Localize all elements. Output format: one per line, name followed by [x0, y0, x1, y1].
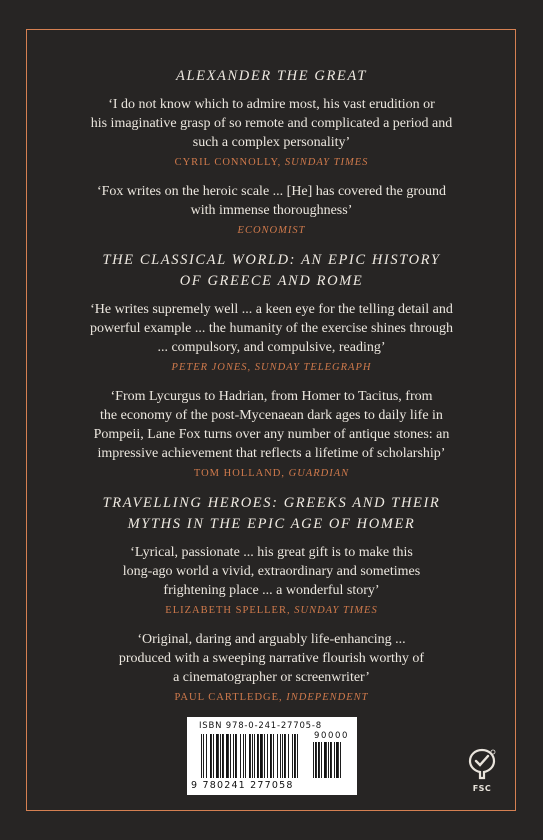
barcode-bar [277, 734, 278, 778]
barcode-bar [282, 734, 283, 778]
barcode-addon-digits: 90000 [314, 731, 350, 741]
isbn-barcode [187, 717, 357, 795]
fsc-label: FSC [472, 784, 492, 793]
barcode-bar [297, 734, 298, 778]
review-quote: ‘From Lycurgus to Hadrian, from Homer to Tacitus, from the economy of the post-Mycenaean dark ages to daily life in Pompeii, Lane Fox turns over any number of antique stones: an impressive achievement that reflects a lifetime of scholarship’ [93, 389, 450, 461]
barcode-bar [216, 734, 219, 778]
barcode-bar [280, 734, 281, 778]
barcode-bar [328, 742, 329, 778]
book-section-alexander [40, 66, 503, 238]
barcode-bar [315, 742, 317, 778]
review-author: ELIZABETH SPELLER, [165, 605, 295, 616]
barcode-bar [288, 734, 289, 778]
book-title: TRAVELLING HEROES: GREEKS AND THEIR MYTHS IN THE EPIC AGE OF HOMER [102, 495, 441, 532]
review-publication: PETER JONES, SUNDAY TELEGRAPH [171, 362, 372, 373]
review-quote: ‘Fox writes on the heroic scale ... [He] has covered the ground with immense thoroughness’ [96, 184, 447, 218]
review-publication: SUNDAY TIMES [294, 605, 378, 616]
barcode-bar [267, 734, 268, 778]
review-publication: GUARDIAN [288, 468, 350, 479]
barcode-bar [249, 734, 251, 778]
book-title: THE CLASSICAL WORLD: AN EPIC HISTORY OF GREECE AND ROME [102, 252, 441, 289]
barcode-bar [206, 734, 207, 778]
barcode-bar [252, 734, 253, 778]
barcode-digits: 9 780241 277058 [191, 780, 294, 791]
review-author: TOM HOLLAND, [193, 468, 289, 479]
barcode-bar [264, 734, 265, 778]
book-title: ALEXANDER THE GREAT [176, 68, 367, 84]
review-publication: SUNDAY TIMES [284, 157, 369, 168]
review-attribution [40, 466, 503, 481]
praise-content [40, 66, 503, 717]
review-author: CYRIL CONNOLLY, [174, 157, 285, 168]
review-attribution [40, 603, 503, 618]
barcode-bar [340, 742, 341, 778]
barcode-bar [292, 734, 293, 778]
tree-checkmark-icon [467, 748, 497, 782]
review-quote: ‘Lyrical, passionate ... his great gift is to make this long-ago world a vivid, extraordinary and sometimes frightening place ... a wonderful story’ [122, 545, 421, 598]
barcode-bar [213, 734, 214, 778]
review-publication: ECONOMIST [237, 225, 306, 236]
barcode-bar [321, 742, 322, 778]
barcode-bar [313, 742, 314, 778]
review-attribution [40, 223, 503, 238]
isbn-label: ISBN 978-0-241-27705-8 [199, 721, 322, 731]
barcode-bar [235, 734, 237, 778]
barcode-bar [201, 734, 202, 778]
barcode-bar [226, 734, 229, 778]
review-quote: ‘Original, daring and arguably life-enhancing ... produced with a sweeping narrative flourish worthy of a cinematographer or screenwriter’ [118, 632, 425, 685]
barcode-bar [257, 734, 259, 778]
barcode-bar [324, 742, 327, 778]
barcode-bar [240, 734, 241, 778]
barcode-bar [330, 742, 332, 778]
barcode-bar [294, 734, 296, 778]
barcode-bar [260, 734, 263, 778]
barcode-bar [273, 734, 274, 778]
book-section-classical-world [40, 250, 503, 481]
barcode-bar [210, 734, 212, 778]
barcode-bar [334, 742, 335, 778]
review-attribution [40, 360, 503, 375]
barcode-bar [222, 734, 224, 778]
barcode-bar [203, 734, 204, 778]
review-quote: ‘He writes supremely well ... a keen eye for the telling detail and powerful example ... the humanity of the exercise shines through ... compulsory, and compulsive, reading’ [89, 302, 454, 355]
barcode-bar [254, 734, 255, 778]
review-attribution [40, 155, 503, 170]
barcode-bar [230, 734, 231, 778]
review-author: PAUL CARTLEDGE, [174, 692, 287, 703]
barcode-bar [220, 734, 221, 778]
barcode-bars [201, 734, 305, 778]
barcode-bar [284, 734, 286, 778]
barcode-bar [336, 742, 339, 778]
review-publication: INDEPENDENT [286, 692, 369, 703]
barcode-bar [245, 734, 246, 778]
book-section-travelling-heroes [40, 493, 503, 705]
barcode-bar [243, 734, 244, 778]
barcode-bar [233, 734, 234, 778]
review-attribution [40, 690, 503, 705]
barcode-addon-bars [313, 742, 347, 778]
barcode-bar [318, 742, 320, 778]
barcode-bar [270, 734, 272, 778]
review-quote: ‘I do not know which to admire most, his vast erudition or his imaginative grasp of so remote and complicated a period and such a complex personality’ [90, 97, 453, 150]
fsc-logo [466, 748, 498, 796]
